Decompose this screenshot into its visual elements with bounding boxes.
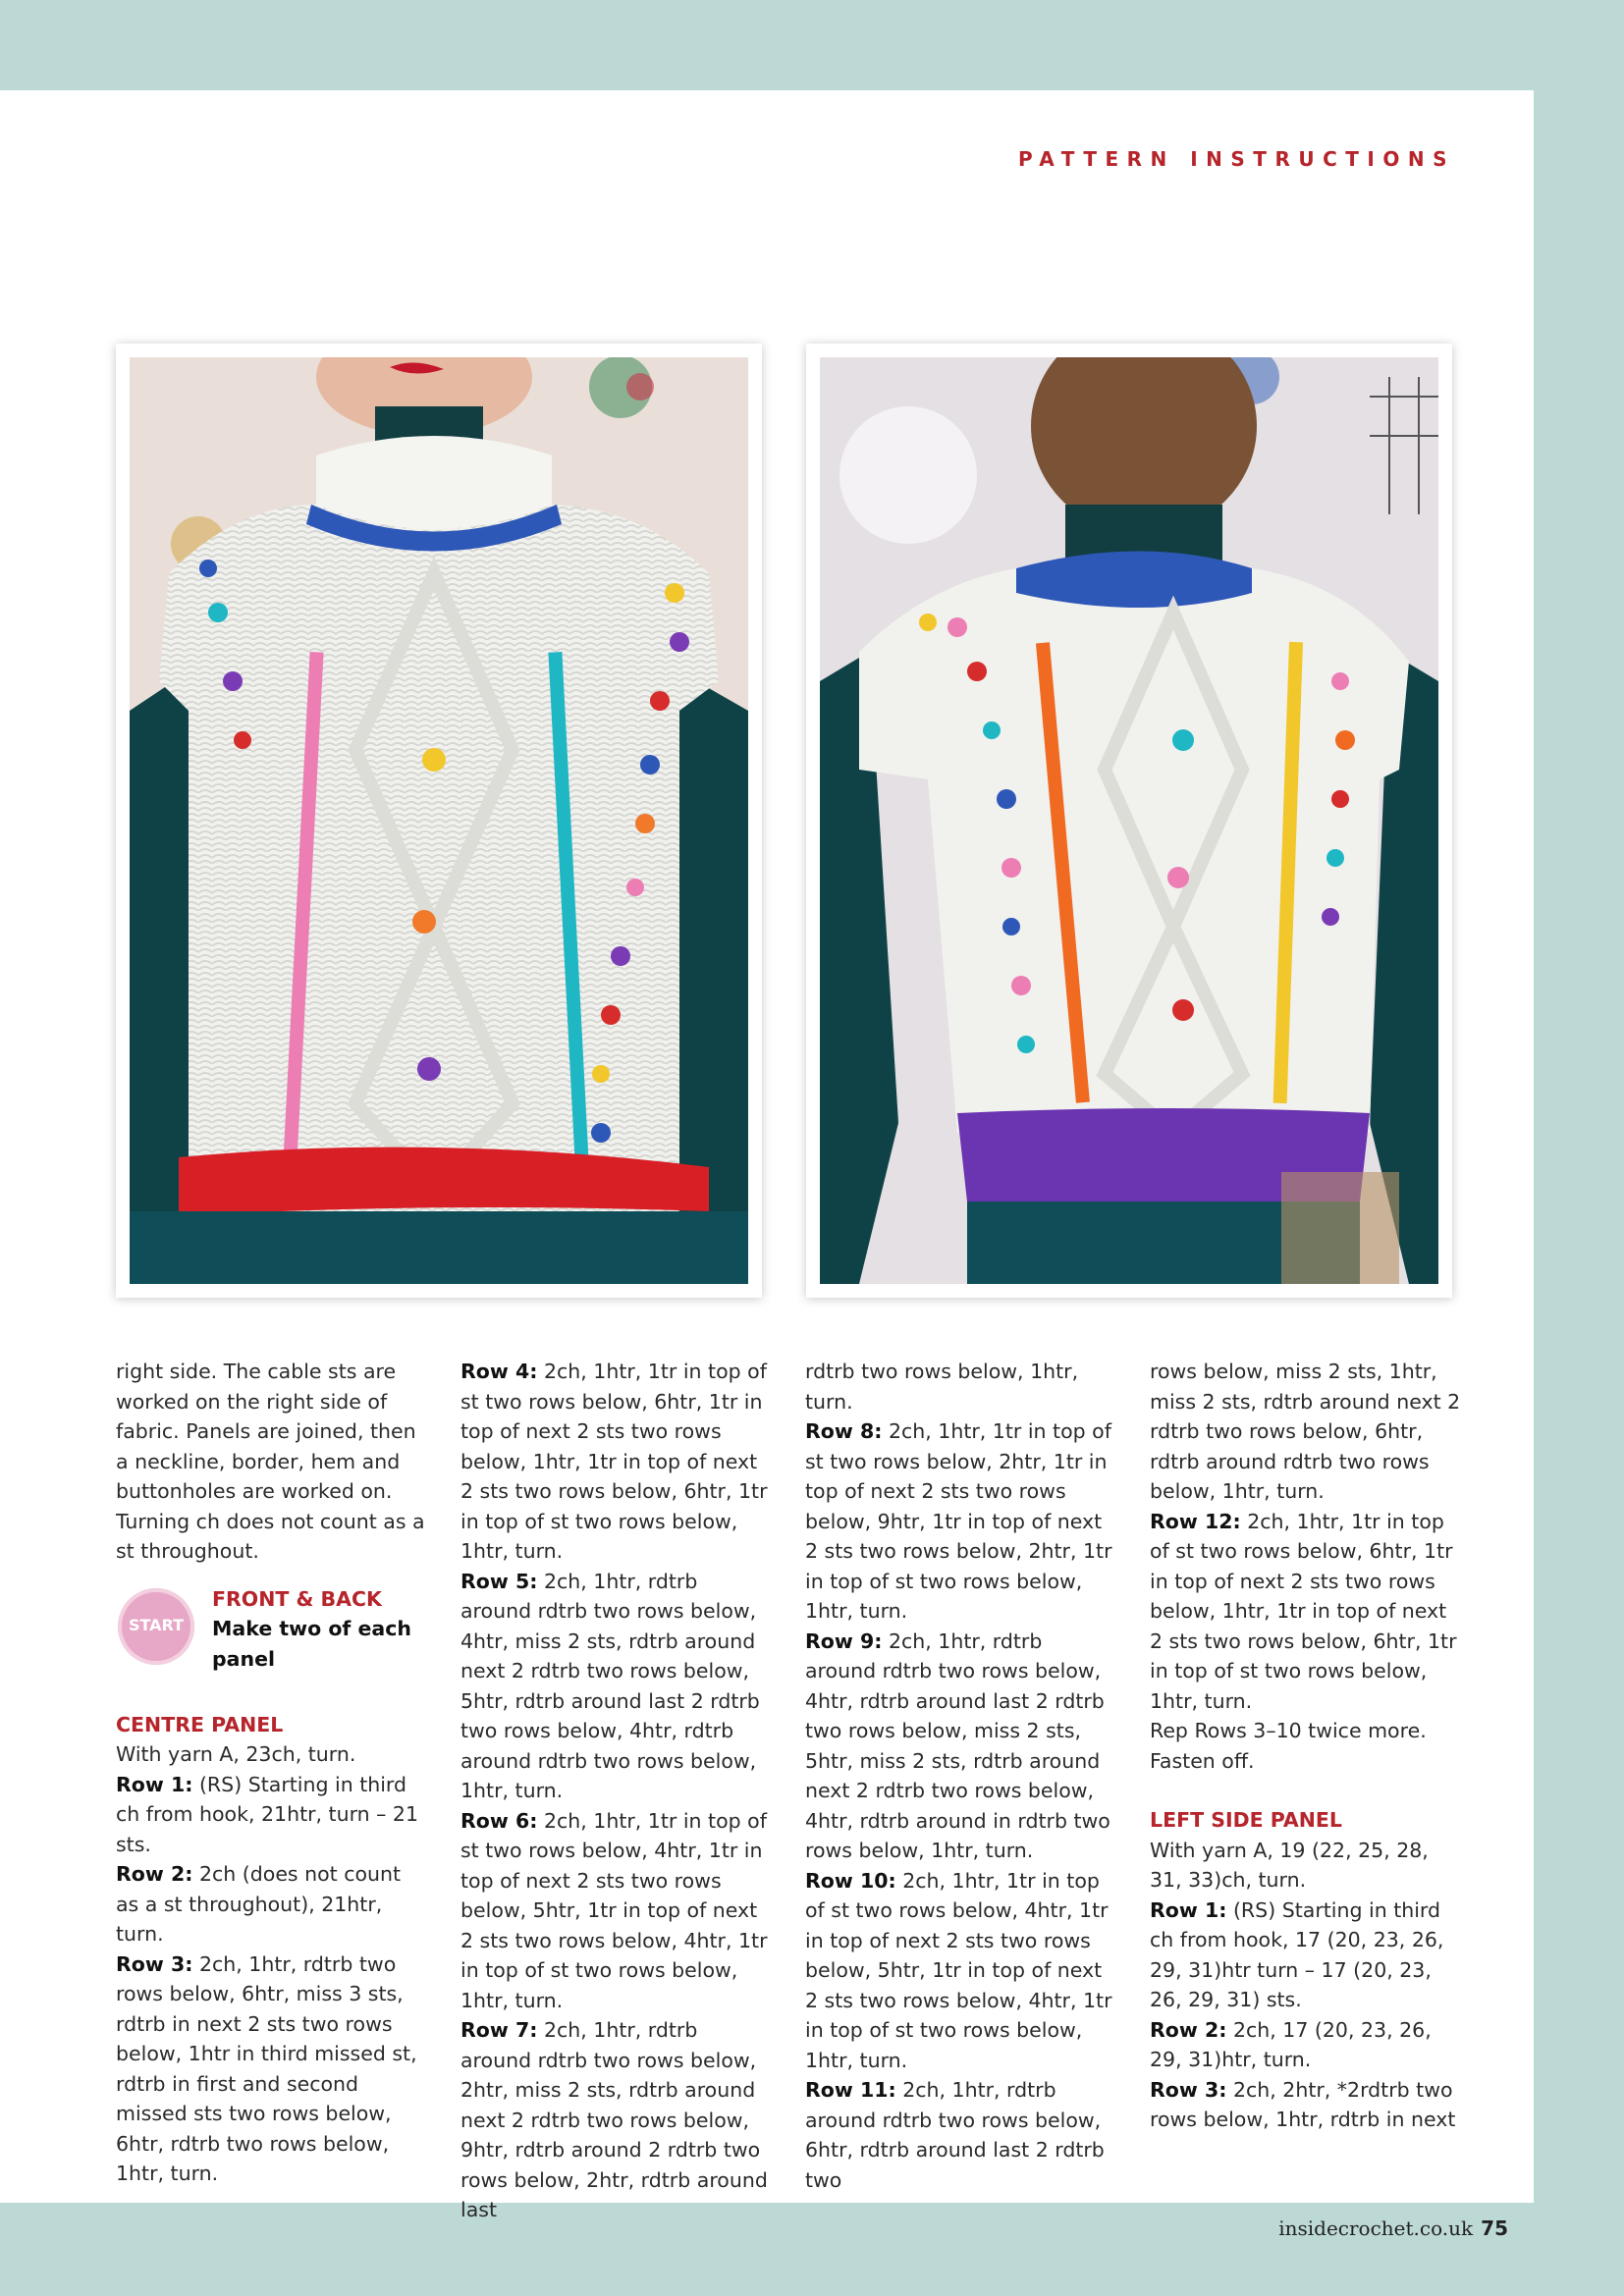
row-11-continued: rows below, miss 2 sts, 1htr, miss 2 sts, rdtrb around next 2 rdtrb two rows below, 6htr, rdtrb around rdtrb two rows below, 1htr, turn. xyxy=(1150,1360,1461,1503)
front-view-photo xyxy=(130,357,748,1284)
text-column-1 xyxy=(116,1357,428,2189)
back-photo-frame xyxy=(806,344,1452,1298)
row-6: Row 6: 2ch, 1htr, 1tr in top of st two rows below, 4htr, 1tr in top of next 2 sts two rows below, 5htr, 1tr in top of next 2 sts two rows below, 4htr, 1tr in top of st two rows below, 1htr, turn. xyxy=(460,1808,768,2012)
section-label: PATTERN INSTRUCTIONS xyxy=(1017,147,1455,171)
left-row-3: Row 3: 2ch, 2htr, *2rdtrb two rows below, 1htr, rdtrb in next xyxy=(1150,2077,1456,2131)
left-row-1: Row 1: (RS) Starting in third ch from hook, 17 (20, 23, 26, 29, 31)htr turn – 17 (20, 23, 26, 29, 31) sts. xyxy=(1150,1897,1444,2011)
row-9: Row 9: 2ch, 1htr, rdtrb around rdtrb two rows below, 4htr, rdtrb around last 2 rdtrb two rows below, miss 2 sts, 5htr, miss 2 sts, rdtrb around next 2 rdtrb two rows below, 4htr, rdtrb around in rdtrb two rows below, 1htr, turn. xyxy=(805,1629,1110,1862)
intro-text: right side. The cable sts are worked on the right side of fabric. Panels are joined, then a neckline, border, hem and buttonholes are worked on. Turning ch does not count as a st throughout. xyxy=(116,1360,425,1563)
page-footer xyxy=(1278,2216,1508,2240)
row-12: Row 12: 2ch, 1htr, 1tr in top of st two rows below, 6htr, 1tr in top of next 2 sts two rows below, 1htr, 1tr in top of next 2 sts two rows below, 6htr, 1tr in top of st two rows below, 1htr, turn. xyxy=(1150,1509,1457,1713)
magazine-page xyxy=(0,90,1534,2221)
row-7-continued: rdtrb two rows below, 1htr, turn. xyxy=(805,1360,1079,1414)
left-side-panel-intro: With yarn A, 19 (22, 25, 28, 31, 33)ch, turn. xyxy=(1150,1838,1429,1892)
fasten-off: Fasten off. xyxy=(1150,1748,1255,1773)
row-11: Row 11: 2ch, 1htr, rdtrb around rdtrb two rows below, 6htr, rdtrb around last 2 rdtrb two xyxy=(805,2078,1105,2192)
text-column-2 xyxy=(460,1357,773,2225)
front-photo-frame xyxy=(116,344,762,1298)
front-back-subheading: Make two of each panel xyxy=(212,1617,411,1671)
page-number: 75 xyxy=(1481,2216,1508,2240)
repeat-instruction: Rep Rows 3–10 twice more. xyxy=(1150,1719,1427,1742)
front-back-heading: FRONT & BACK xyxy=(212,1586,382,1611)
start-badge: START xyxy=(118,1588,194,1665)
row-7: Row 7: 2ch, 1htr, rdtrb around rdtrb two rows below, 2htr, miss 2 sts, rdtrb around next 2 rdtrb two rows below, 9htr, rdtrb around 2 rdtrb two rows below, 2htr, rdtrb around last xyxy=(460,2018,768,2221)
row-3: Row 3: 2ch, 1htr, rdtrb two rows below, 6htr, miss 3 sts, rdtrb in next 2 sts two rows below, 1htr in third missed st, rdtrb in first and second missed sts two rows below, 6htr, rdtrb two rows below, 1htr, turn. xyxy=(116,1951,417,2185)
left-side-panel-heading: LEFT SIDE PANEL xyxy=(1150,1808,1342,1832)
left-row-2: Row 2: 2ch, 17 (20, 23, 26, 29, 31)htr, turn. xyxy=(1150,2017,1432,2071)
row-10: Row 10: 2ch, 1htr, 1tr in top of st two rows below, 4htr, 1tr in top of next 2 sts two rows below, 5htr, 1tr in top of next 2 sts two rows below, 4htr, 1tr in top of st two rows below, 1htr, turn. xyxy=(805,1868,1112,2072)
row-8: Row 8: 2ch, 1htr, 1tr in top of st two rows below, 2htr, 1tr in top of next 2 sts two rows below, 9htr, 1tr in top of next 2 sts two rows below, 2htr, 1tr in top of st two rows below, 1htr, turn. xyxy=(805,1419,1112,1623)
text-column-3 xyxy=(805,1357,1117,2195)
back-view-photo xyxy=(820,357,1438,1284)
centre-panel-intro: With yarn A, 23ch, turn. xyxy=(116,1742,356,1766)
row-1: Row 1: (RS) Starting in third ch from hook, 21htr, turn – 21 sts. xyxy=(116,1772,419,1856)
row-2: Row 2: 2ch (does not count as a st throughout), 21htr, turn. xyxy=(116,1862,402,1946)
centre-panel-heading: CENTRE PANEL xyxy=(116,1712,284,1736)
start-block xyxy=(116,1584,428,1702)
row-4: Row 4: 2ch, 1htr, 1tr in top of st two rows below, 6htr, 1tr in top of next 2 sts two rows below, 1htr, 1tr in top of next 2 sts two rows below, 6htr, 1tr in top of st two rows below, 1htr, turn. xyxy=(460,1360,768,1563)
site-url: insidecrochet.co.uk xyxy=(1278,2216,1474,2240)
text-column-4 xyxy=(1150,1357,1462,2135)
row-5: Row 5: 2ch, 1htr, rdtrb around rdtrb two rows below, 4htr, miss 2 sts, rdtrb around next 2 rdtrb two rows below, 5htr, rdtrb around last 2 rdtrb two rows below, 4htr, rdtrb around rdtrb two rows below, 1htr, turn. xyxy=(460,1569,760,1802)
